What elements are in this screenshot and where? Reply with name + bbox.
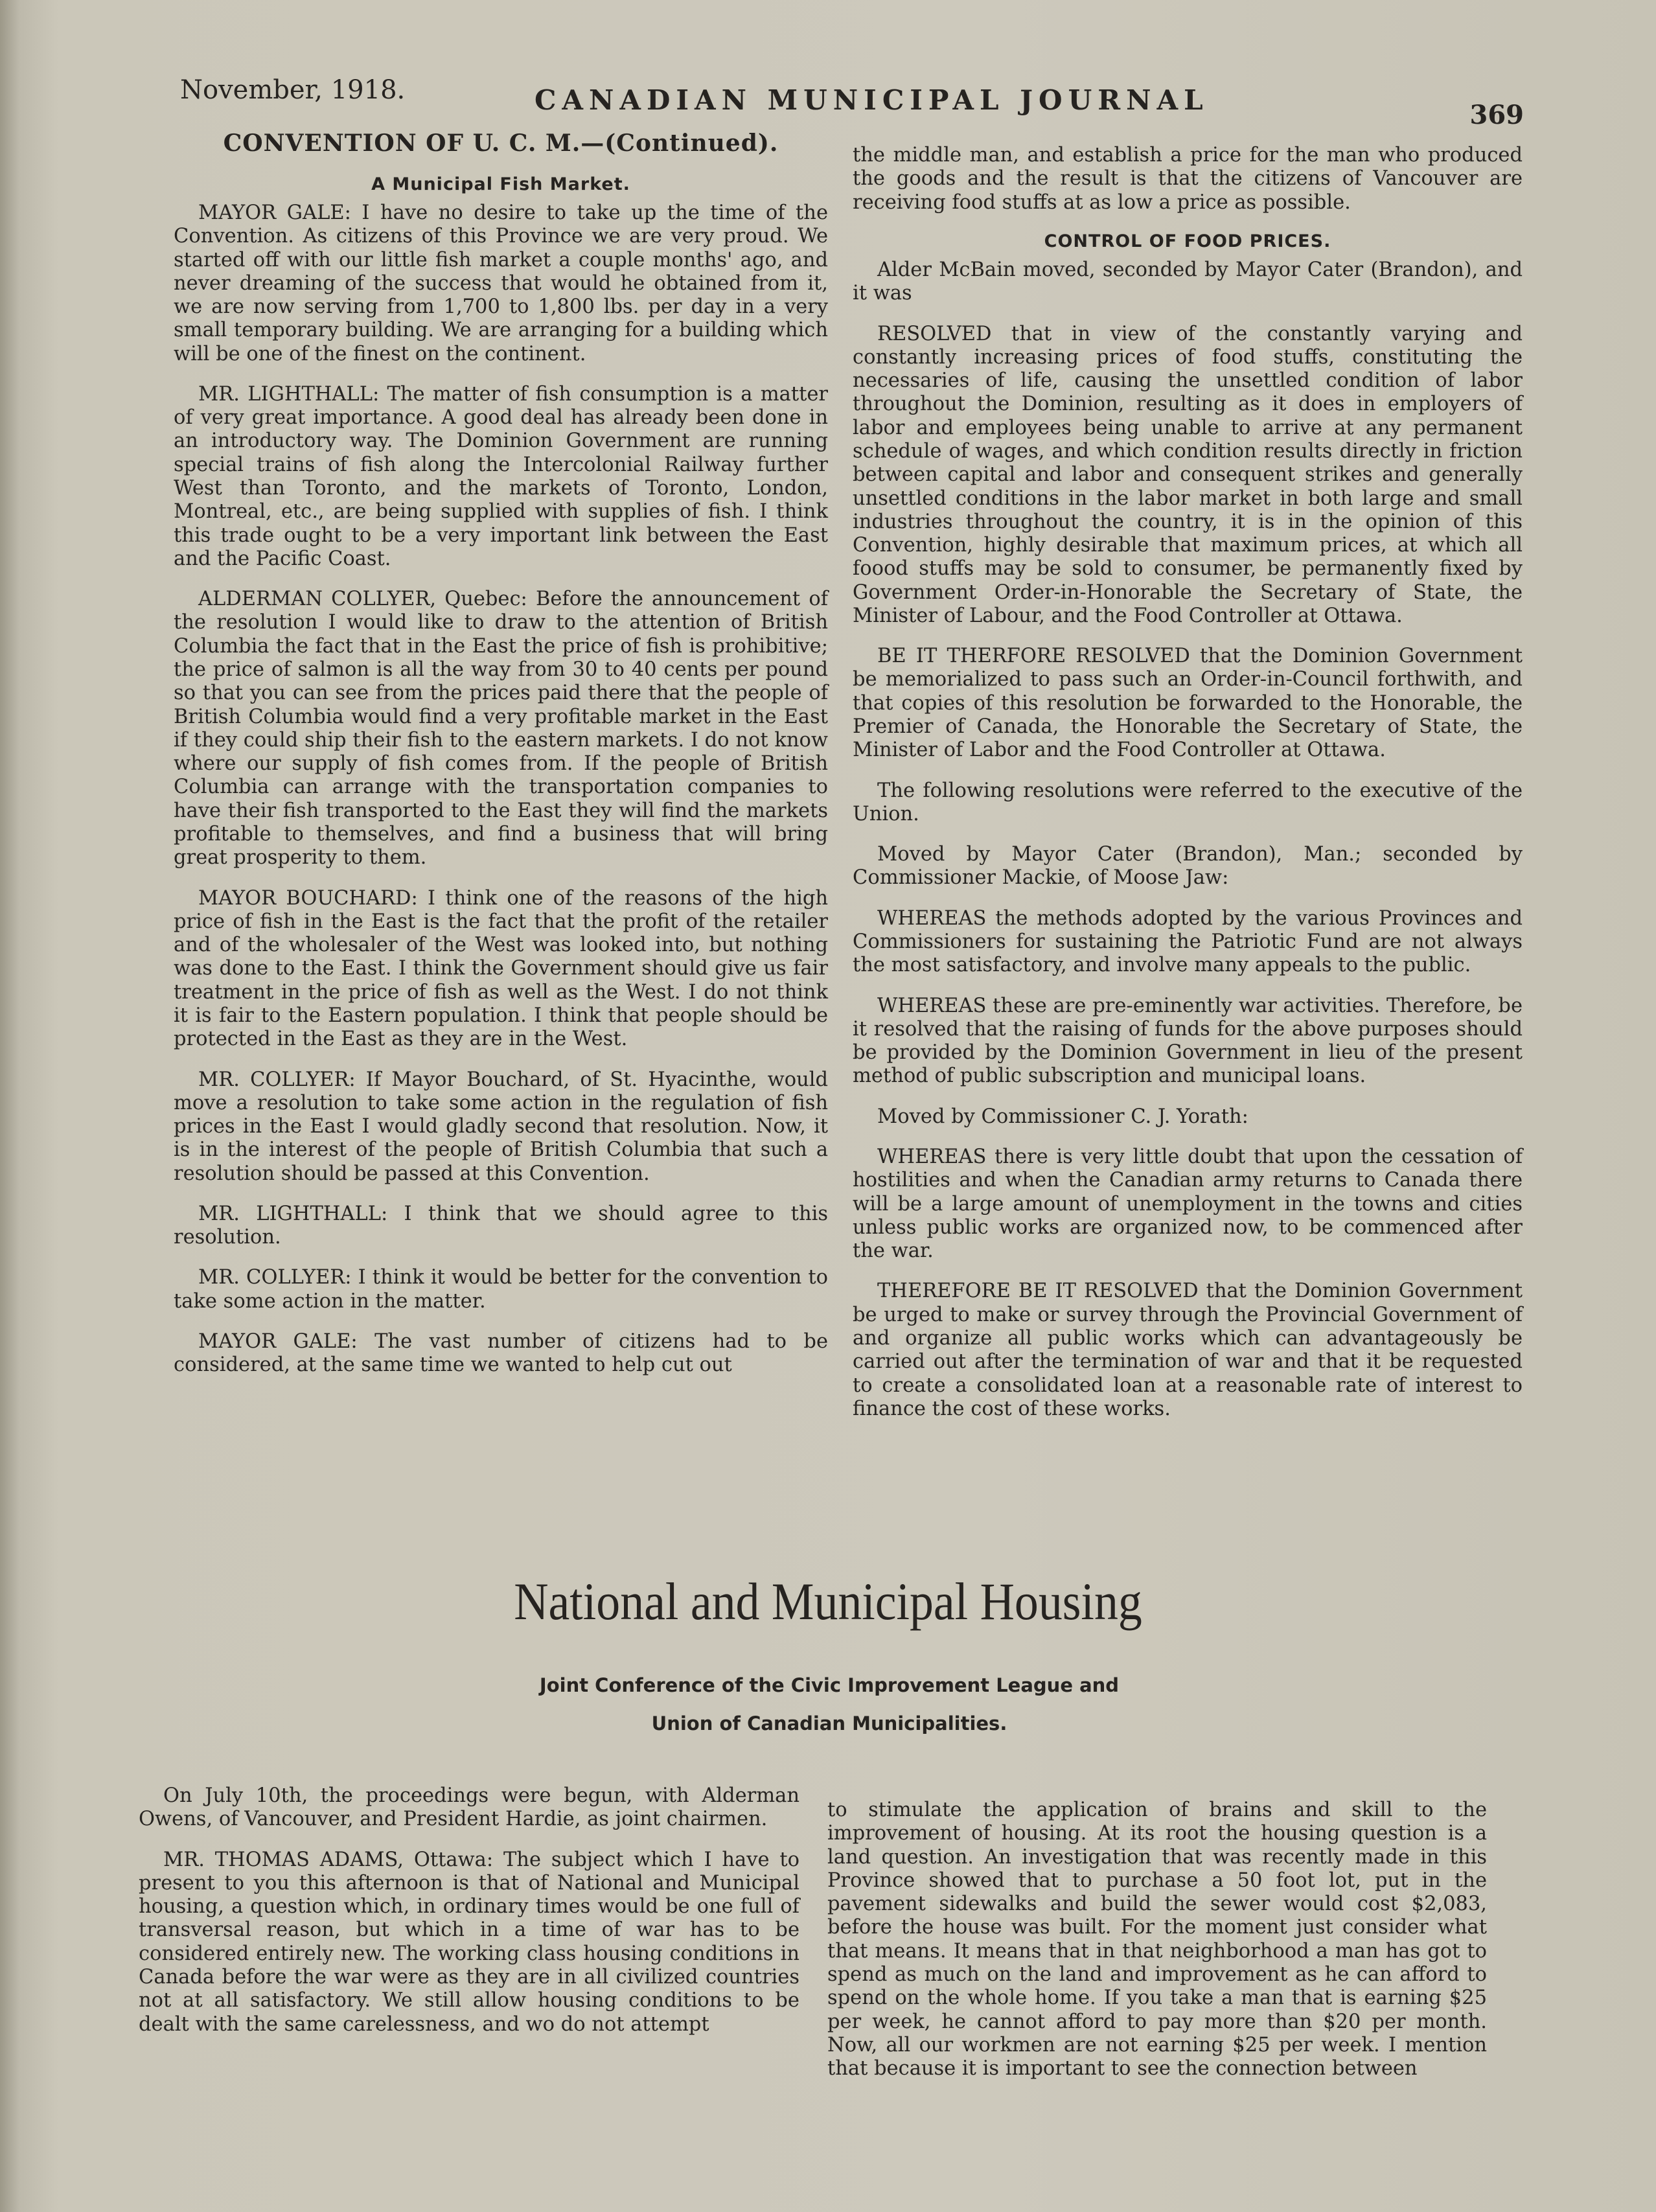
journal-title: CANADIAN MUNICIPAL JOURNAL — [535, 84, 1209, 116]
paragraph: MR. THOMAS ADAMS, Ottawa: The subject which I have to present to you this afternoon is that of National and Municipal housing, a question which, in ordinary times would be one full of transversal reason, but which in a time of war has to be considered entirely new. The working class housing conditions in Canada before the war were as they are in all civilized countries not at all satisfactory. We still allow housing conditions to be dealt with the same carelessness, and wo do not attempt — [139, 1848, 799, 2036]
paragraph: WHEREAS these are pre-eminently war activities. Therefore, be it resolved that the raising of funds for the above purposes should be provided by the Dominion Government in lieu of the present method of public subscription and municipal loans. — [853, 994, 1523, 1088]
housing-article-subtitle — [415, 1666, 1244, 1742]
issue-date: November, 1918. — [180, 75, 406, 105]
page-number: 369 — [1469, 100, 1524, 130]
paragraph: RESOLVED that in view of the constantly varying and constantly increasing prices of food stuffs, constituting the necessaries of life, causing the unsettled condition of labor throughout the Dominion, resulting as it does in employers of labor and employees being unable to arrive at any permanent schedule of wages, and which condition results directly in friction between capital and labor and consequent strikes and generally unsettled conditions in the labor market in both large and small industries throughout the country, it is in the opinion of this Convention, highly desirable that maximum prices, at which all foood stuffs may be sold to consumer, be permanently fixed by Government Order-in-Honorable the Secretary of State, the Minister of Labour, and the Food Controller at Ottawa. — [853, 322, 1523, 627]
subhead-food-prices: CONTROL OF FOOD PRICES. — [1044, 231, 1331, 251]
paragraph: WHEREAS the methods adopted by the various Provinces and Commissioners for sustaining the Patriotic Fund are not always the most satisfactory, and involve many appeals to the public. — [853, 906, 1523, 977]
housing-article-title: National and Municipal Housing — [514, 1572, 1142, 1631]
paragraph: Moved by Commissioner C. J. Yorath: — [877, 1105, 1248, 1128]
paragraph: ALDERMAN COLLYER, Quebec: Before the announcement of the resolution I would like to draw to the attention of British Columbia the fact that in the East the price of fish is prohibitive; the price of salmon is all the way from 30 to 40 cents per pound so that you can see from the prices paid there that the people of British Columbia would find a very profitable market in the East if they could ship their fish to the eastern markets. I do not know where our supply of fish comes from. If the people of British Columbia can arrange with the transportation companies to have their fish transported to the East they will find the markets profitable to themselves, and find a business that will bring great prosperity to them. — [174, 588, 828, 870]
left-column-bottom — [139, 1784, 799, 2053]
paragraph: MR. LIGHTHALL: I think that we should agree to this resolution. — [174, 1202, 828, 1249]
paragraph: MR. COLLYER: I think it would be better for the convention to take some action in the matter. — [174, 1266, 828, 1313]
paragraph: WHEREAS there is very little doubt that upon the cessation of hostilities and when the Canadian army returns to Canada there will be a large amount of unemployment in the towns and cities unless public works are organized now, to be commenced after the war. — [853, 1145, 1523, 1263]
paragraph: Moved by Mayor Cater (Brandon), Man.; seconded by Commissioner Mackie, of Moose Jaw: — [853, 843, 1523, 890]
paragraph: MAYOR GALE: The vast number of citizens had to be considered, at the same time we wanted to help cut out — [174, 1330, 828, 1377]
page-header — [175, 71, 1535, 130]
paragraph: Alder McBain moved, seconded by Mayor Cater (Brandon), and it was — [853, 258, 1523, 305]
paragraph: BE IT THERFORE RESOLVED that the Dominion Government be memorialized to pass such an Order-in-Council forthwith, and that copies of this resolution be forwarded to the Honorable, the Premier of Canada, the Honorable the Secretary of State, the Minister of Labor and the Food Controller at Ottawa. — [853, 645, 1523, 762]
left-column-top — [174, 130, 828, 1394]
paragraph: to stimulate the application of brains and skill to the improvement of housing. At its root the housing question is a land question. An investigation that was recently made in this Province showed that to purchase a 50 foot lot, put in the pavement sidewalks and build the sewer would cost $2,083, before the house was built. For the moment just consider what that means. It means that in that neighborhood a man has got to spend as much on the land and improvement as he can afford to spend on the whole home. If you take a man that is earning $25 per week, he cannot afford to pay more than $20 per month. Now, all our workmen are not earning $25 per week. I mention that because it is important to see the connection between — [827, 1799, 1487, 2080]
right-column-top — [853, 144, 1523, 1438]
paragraph: MAYOR GALE: I have no desire to take up the time of the Convention. As citizens of this Province we are very proud. We started off with our little fish market a couple months' ago, and never dreaming of the success that would he obtained from it, we are now serving from 1,700 to 1,800 lbs. per day in a very small temporary building. We are arranging for a building which will be one of the finest on the continent. — [174, 201, 828, 365]
paragraph: MAYOR BOUCHARD: I think one of the reasons of the high price of fish in the East is the fact that the profit of the retailer and of the wholesaler of the West was looked into, but nothing was done to the East. I think the Government should give us fair treatment in the price of fish as well as the West. I do not think it is fair to the Eastern population. I think that people should be protected in the East as they are in the West. — [174, 886, 828, 1051]
subtitle-line: Union of Canadian Municipalities. — [651, 1712, 1007, 1734]
paragraph: The following resolutions were referred to the executive of the Union. — [853, 779, 1523, 825]
section-title: CONVENTION OF U. C. M.—(Continued). — [223, 130, 779, 157]
paragraph: THEREFORE BE IT RESOLVED that the Dominion Government be urged to make or survey through the Provincial Government of and organize all public works which can advantageously be carried out after the termination of war and that it be requested to create a consolidated loan at a reasonable rate of interest to finance the cost of these works. — [853, 1280, 1523, 1420]
right-column-bottom — [827, 1799, 1487, 2097]
paragraph: MR. COLLYER: If Mayor Bouchard, of St. Hyacinthe, would move a resolution to take some action in the regulation of fish prices in the East I would gladly second that resolution. Now, it is in the interest of the people of British Columbia that such a resolution should be passed at this Convention. — [174, 1068, 828, 1185]
paragraph: the middle man, and establish a price for the man who produced the goods and the result is that the citizens of Vancouver are receiving food stuffs at as low a price as possible. — [853, 144, 1523, 214]
subhead-fish-market: A Municipal Fish Market. — [371, 174, 630, 194]
paragraph: MR. LIGHTHALL: The matter of fish consumption is a matter of very great importance. A good deal has already been done in an introductory way. The Dominion Government are running special trains of fish along the Intercolonial Railway further West than Toronto, and the markets of Toronto, London, Montreal, etc., are being supplied with supplies of fish. I think this trade ought to be a very important link between the East and the Pacific Coast. — [174, 382, 828, 570]
paragraph: On July 10th, the proceedings were begun, with Alderman Owens, of Vancouver, and President Hardie, as joint chairmen. — [139, 1784, 799, 1831]
subtitle-line: Joint Conference of the Civic Improvement League and — [539, 1674, 1120, 1696]
